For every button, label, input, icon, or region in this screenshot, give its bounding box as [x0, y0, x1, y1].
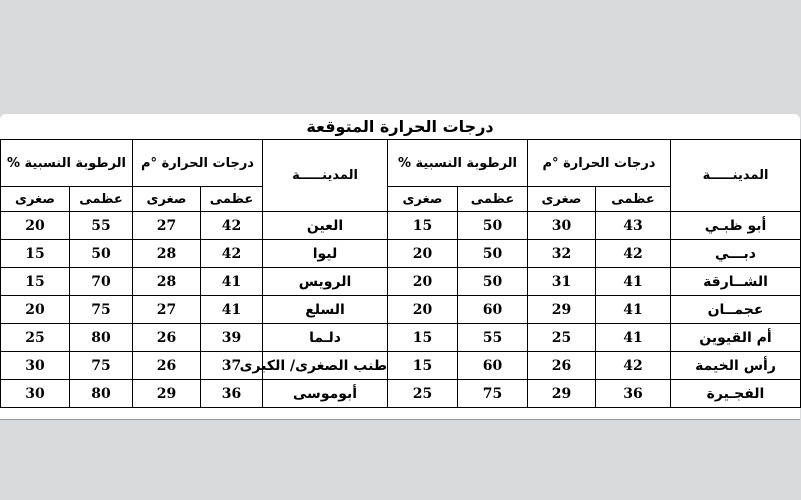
cell-hum-max: 50	[70, 240, 133, 268]
cell-temp-min: 27	[133, 212, 201, 240]
header-humidity-right: الرطوبة النسبية %	[388, 140, 528, 187]
cell-temp-max: 41	[596, 296, 671, 324]
cell-hum-max: 80	[70, 324, 133, 352]
header-city-right: المدينـــــة	[671, 140, 801, 212]
header-city-left: المدينـــــة	[263, 140, 388, 212]
cell-temp-min: 28	[133, 268, 201, 296]
cell-city: عجمــان	[671, 296, 801, 324]
cell-temp-min: 26	[133, 352, 201, 380]
cell-hum-min: 20	[388, 240, 458, 268]
cell-temp-max: 36	[201, 380, 263, 408]
cell-hum-min: 15	[388, 352, 458, 380]
cell-city: دلـما	[263, 324, 388, 352]
header-temp-left: درجات الحرارة °م	[133, 140, 263, 187]
cell-hum-max: 55	[458, 324, 528, 352]
cell-city: ليوا	[263, 240, 388, 268]
table-row	[1, 380, 801, 408]
cell-temp-max: 43	[596, 212, 671, 240]
cell-hum-min: 15	[388, 324, 458, 352]
cell-city: أبوموسى	[263, 380, 388, 408]
table-row	[1, 324, 801, 352]
header-hum-min-right: صغرى	[388, 187, 458, 212]
header-hum-max-right: عظمى	[458, 187, 528, 212]
cell-temp-min: 25	[528, 324, 596, 352]
cell-temp-min: 31	[528, 268, 596, 296]
cell-temp-min: 30	[528, 212, 596, 240]
cell-city: أبو ظبـي	[671, 212, 801, 240]
header-row-top	[1, 140, 801, 187]
cell-hum-max: 80	[70, 380, 133, 408]
table-title: درجات الحرارة المتوقعة	[306, 117, 494, 136]
cell-temp-min: 29	[528, 296, 596, 324]
table-row	[1, 268, 801, 296]
cell-temp-max: 37	[201, 352, 263, 380]
cell-temp-max: 42	[201, 240, 263, 268]
cell-hum-min: 20	[1, 212, 70, 240]
cell-city: أم القيوين	[671, 324, 801, 352]
cell-hum-min: 30	[1, 352, 70, 380]
cell-temp-min: 32	[528, 240, 596, 268]
cell-city: الرويس	[263, 268, 388, 296]
cell-hum-min: 25	[388, 380, 458, 408]
cell-hum-max: 50	[458, 268, 528, 296]
cell-hum-max: 75	[70, 296, 133, 324]
cell-temp-max: 42	[596, 352, 671, 380]
cell-temp-max: 39	[201, 324, 263, 352]
cell-hum-max: 60	[458, 352, 528, 380]
header-temp-min-left: صغرى	[133, 187, 201, 212]
cell-temp-max: 41	[596, 324, 671, 352]
table-row	[1, 352, 801, 380]
cell-city: الشــارقة	[671, 268, 801, 296]
cell-hum-min: 20	[388, 296, 458, 324]
cell-city: العين	[263, 212, 388, 240]
header-hum-min-left: صغرى	[1, 187, 70, 212]
cell-hum-max: 50	[458, 212, 528, 240]
cell-temp-min: 29	[528, 380, 596, 408]
header-temp-right: درجات الحرارة °م	[528, 140, 671, 187]
cell-hum-max: 60	[458, 296, 528, 324]
cell-temp-min: 26	[528, 352, 596, 380]
cell-hum-min: 15	[1, 240, 70, 268]
cell-temp-min: 28	[133, 240, 201, 268]
temperature-table	[0, 139, 801, 408]
cell-hum-max: 55	[70, 212, 133, 240]
cell-hum-max: 75	[70, 352, 133, 380]
cell-temp-max: 41	[201, 296, 263, 324]
cell-hum-min: 25	[1, 324, 70, 352]
cell-temp-min: 29	[133, 380, 201, 408]
table-row	[1, 296, 801, 324]
cell-city: دبـــي	[671, 240, 801, 268]
cell-temp-max: 36	[596, 380, 671, 408]
header-hum-max-left: عظمى	[70, 187, 133, 212]
header-temp-min-right: صغرى	[528, 187, 596, 212]
cell-city: طنب الصغرى/ الكبرى	[263, 352, 388, 380]
cell-temp-max: 41	[596, 268, 671, 296]
cell-city: الفجـيرة	[671, 380, 801, 408]
cell-hum-max: 75	[458, 380, 528, 408]
cell-temp-min: 26	[133, 324, 201, 352]
cell-city: السلع	[263, 296, 388, 324]
cell-temp-max: 42	[596, 240, 671, 268]
cell-temp-max: 42	[201, 212, 263, 240]
table-row	[1, 212, 801, 240]
table-row	[1, 240, 801, 268]
header-humidity-left: الرطوبة النسبية %	[1, 140, 133, 187]
cell-hum-min: 20	[388, 268, 458, 296]
cell-city: رأس الخيمة	[671, 352, 801, 380]
cell-hum-min: 15	[388, 212, 458, 240]
cell-hum-max: 70	[70, 268, 133, 296]
cell-temp-min: 27	[133, 296, 201, 324]
cell-hum-min: 30	[1, 380, 70, 408]
cell-hum-min: 15	[1, 268, 70, 296]
table-body	[1, 212, 801, 408]
cell-hum-min: 20	[1, 296, 70, 324]
header-temp-max-left: عظمى	[201, 187, 263, 212]
forecast-sheet	[0, 114, 800, 420]
header-temp-max-right: عظمى	[596, 187, 671, 212]
cell-hum-max: 50	[458, 240, 528, 268]
cell-temp-max: 41	[201, 268, 263, 296]
